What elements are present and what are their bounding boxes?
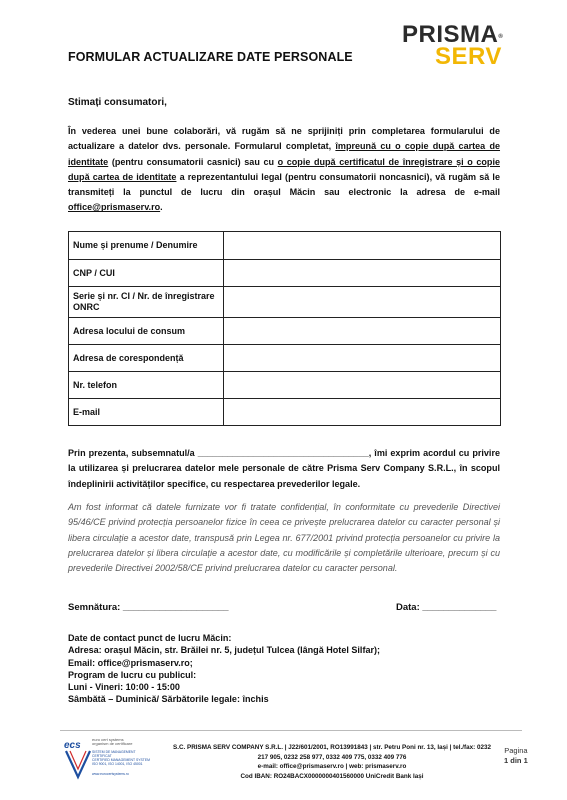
registered-mark: ® — [498, 34, 504, 40]
contact-weekend: Sâmbătă – Duminică/ Sărbătorile legale: închis — [68, 694, 269, 705]
page-label: Pagina — [504, 746, 528, 755]
contact-block — [68, 632, 500, 706]
footer-line-1: S.C. PRISMA SERV COMPANY S.R.L. | J22/601/2001, RO13991843 | str. Petru Poni nr. 13, Iași | tel./fax: 0232 217 905, 0232 258 977, 0332 409 775, 0332 409 776 — [173, 744, 491, 761]
intro-text-1: În vederea unei bune colaborări, vă rugăm să ne sprijiniți prin completarea formularului de actualizare a datelor dvs. personale. Formularul completat, — [68, 126, 500, 152]
cert-details — [92, 738, 152, 776]
contact-program: Program de lucru cu publicul: — [68, 669, 197, 680]
contact-heading: Date de contact punct de lucru Măcin: — [68, 633, 232, 643]
row-label: Nr. telefon — [69, 372, 224, 399]
prisma-serv-logo — [402, 21, 512, 70]
ecs-brand-text: ecs — [64, 740, 81, 751]
contact-weekdays: Luni - Vineri: 10:00 - 15:00 — [68, 682, 180, 693]
cert-line-2: SISTEM DE MANAGEMENT CERTIFICAT — [92, 750, 136, 758]
personal-data-table — [68, 231, 501, 426]
phone-field[interactable] — [224, 372, 501, 399]
contact-address: Adresa: orașul Măcin, str. Brăilei nr. 5, județul Tulcea (lângă Hotel Silfar); — [68, 645, 381, 656]
table-row — [69, 345, 501, 372]
name-field[interactable] — [224, 232, 501, 260]
row-label: E-mail — [69, 399, 224, 426]
intro-email-link[interactable]: office@prismaserv.ro — [68, 202, 161, 213]
footer-company-info — [172, 743, 492, 781]
id-series-field[interactable] — [224, 287, 501, 318]
cert-line-4: ISO 9001, ISO 14001, ISO 45001 — [92, 762, 143, 766]
row-label: Adresa de corespondență — [69, 345, 224, 372]
cert-sub: euro cert systems — [92, 737, 124, 742]
row-label: Serie și nr. CI / Nr. de înregistrare ONRC — [69, 287, 224, 318]
footer-line-3: Cod IBAN: RO24BACX0000000401560000 UniCredit Bank Iași — [240, 772, 424, 780]
row-label: Nume și prenume / Denumire — [69, 232, 224, 260]
intro-text-4: . — [160, 202, 163, 213]
document-title: FORMULAR ACTUALIZARE DATE PERSONALE — [68, 50, 353, 64]
table-row — [69, 232, 501, 260]
table-row — [69, 399, 501, 426]
footer-line-2: e-mail: office@prismaserv.ro | web: prismaserv.ro — [257, 763, 407, 770]
cert-site: www.eurocertsystems.ro — [92, 772, 129, 776]
consent-paragraph: Prin prezenta, subsemnatul/a __________________________________, îmi exprim acordul cu privire la utilizarea și prelucrarea datelor mele personale de către Prisma Serv Company S.R.L., în scopul îndeplinirii activităților specifice, cu respectarea prevederilor legale. — [68, 448, 500, 489]
date-line[interactable]: Data: ______________ — [396, 602, 497, 613]
intro-paragraph — [68, 124, 500, 216]
check-mark-icon — [66, 751, 90, 777]
page-number — [504, 746, 528, 766]
logo-word-serv: SERV — [435, 43, 502, 70]
table-row — [69, 372, 501, 399]
table-row — [69, 318, 501, 345]
cert-line-1: organism de certificare — [92, 741, 133, 746]
row-label: CNP / CUI — [69, 260, 224, 287]
cnp-field[interactable] — [224, 260, 501, 287]
intro-text-2: (pentru consumatorii casnici) sau cu — [108, 156, 278, 167]
cert-line-3: CERTIFIED MANAGEMENT SYSTEM — [92, 758, 150, 762]
page-count: 1 din 1 — [504, 756, 528, 765]
legal-notice: Am fost informat că datele furnizate vor fi tratate confidențial, în conformitate cu prevederile Directivei 95/46/CE privind protecția persoanelor fizice în ceea ce privește prelucrarea datelor cu caracter personal și libera circulație a acestor date, transpusă prin Legea nr. 677/2001 privind protecția persoanelor cu privire la prelucrarea datelor și libera circulație a acestor date, cu modificările și completările ulterioare, precum și cu prevederile Directivei 2002/58/CE privind prelucrarea datelor cu caracter personal. — [68, 502, 500, 574]
table-row — [69, 260, 501, 287]
consumption-address-field[interactable] — [224, 318, 501, 345]
row-label: Adresa locului de consum — [69, 318, 224, 345]
table-row — [69, 287, 501, 318]
email-field[interactable] — [224, 399, 501, 426]
intro-underlined-1: împreună cu o copie după cartea de identitate — [68, 141, 501, 167]
footer-divider — [60, 730, 522, 731]
greeting: Stimați consumatori, — [68, 97, 167, 108]
correspondence-address-field[interactable] — [224, 345, 501, 372]
contact-email[interactable]: Email: office@prismaserv.ro; — [68, 657, 193, 668]
signature-line[interactable]: Semnătura: ____________________ — [68, 602, 229, 613]
logo-word-prisma: PRISMA — [402, 21, 499, 48]
intro-underlined-2: o copie după certificatul de înregistrare și o copie după cartea de identitate — [68, 156, 500, 182]
intro-text-3: a reprezentantului legal (pentru consumatorii noncasnici), vă rugăm să le transmiteți la punctul de lucru din orașul Măcin sau electronic la adresa de e-mail — [68, 171, 500, 198]
